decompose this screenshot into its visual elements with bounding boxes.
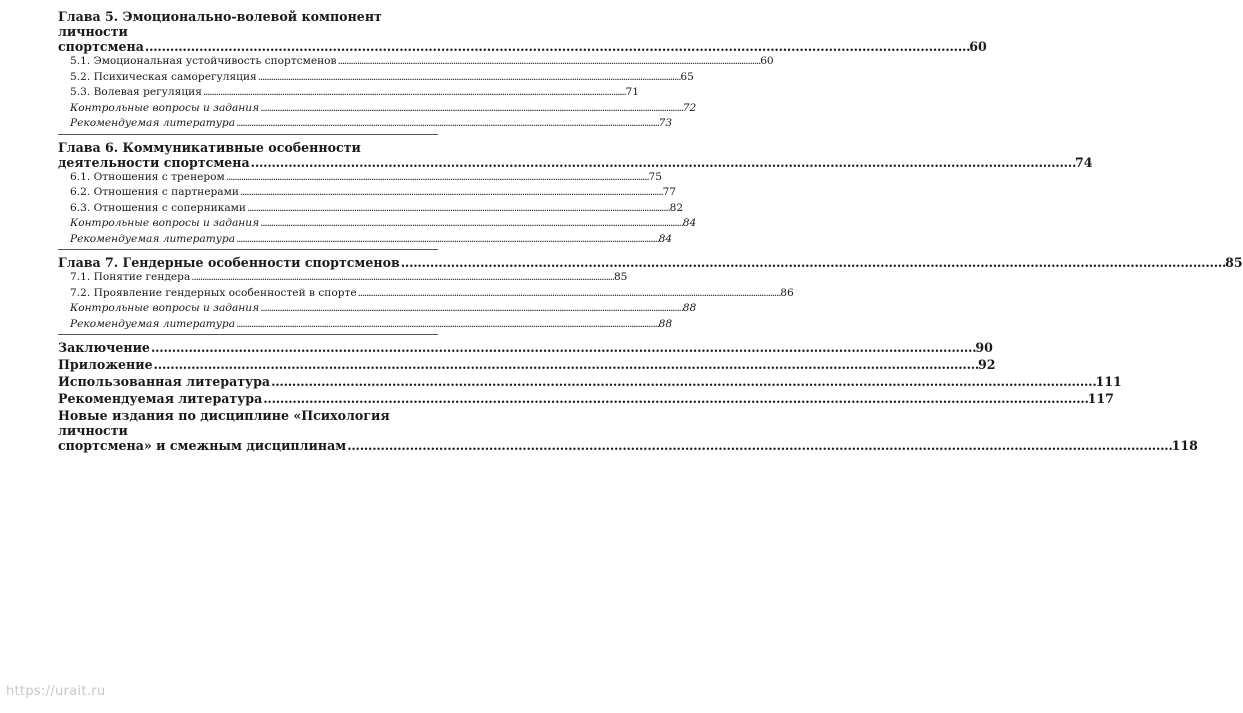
dot-leader bbox=[191, 270, 613, 286]
entry-label: Рекомендуемая литература bbox=[70, 317, 236, 330]
toc-entry[interactable] bbox=[58, 317, 673, 333]
toc-entry[interactable] bbox=[58, 70, 694, 86]
entry-label: 6.1. Отношения с тренером bbox=[70, 170, 225, 183]
toc-entry[interactable] bbox=[58, 170, 662, 186]
toc-entry[interactable] bbox=[58, 85, 640, 101]
page-number: 73 bbox=[658, 117, 673, 129]
toc-section-final[interactable] bbox=[58, 408, 1198, 453]
entry-label: 7.2. Проявление гендерных особенностей в спорте bbox=[70, 286, 357, 299]
dot-leader bbox=[154, 357, 977, 372]
page-number: 82 bbox=[669, 201, 684, 214]
entry-label: 6.3. Отношения с соперниками bbox=[70, 201, 246, 214]
page-number: 75 bbox=[648, 170, 662, 183]
page-number: 85 bbox=[613, 271, 628, 283]
toc-entry[interactable] bbox=[58, 301, 697, 317]
dot-leader bbox=[260, 301, 682, 317]
page-number: 86 bbox=[780, 286, 794, 299]
entry-label: Рекомендуемая литература bbox=[70, 117, 236, 129]
toc-section[interactable] bbox=[58, 357, 996, 372]
page-number: 92 bbox=[978, 357, 996, 372]
entry-label: 5.1. Эмоциональная устойчивость спортсменов bbox=[70, 55, 337, 67]
section-label: Использованная литература bbox=[58, 374, 271, 389]
section-label-line: Новые издания по дисциплине «Психология личности bbox=[58, 408, 390, 438]
toc-entry[interactable] bbox=[58, 286, 794, 302]
watermark-url: https://urait.ru bbox=[6, 684, 106, 699]
dot-leader bbox=[145, 39, 968, 54]
toc-chapter-7 bbox=[58, 255, 1243, 335]
dot-leader bbox=[247, 201, 669, 217]
section-label-row bbox=[58, 438, 1198, 453]
page-number: 88 bbox=[682, 302, 697, 314]
page-number: 74 bbox=[1075, 154, 1093, 170]
chapter-title-line: Глава 5. Эмоционально-волевой компонент личности bbox=[58, 9, 382, 39]
entry-label: Контрольные вопросы и задания bbox=[70, 101, 260, 114]
entry-label: 5.2. Психическая саморегуляция bbox=[70, 70, 257, 83]
chapter-title-row[interactable] bbox=[58, 39, 987, 54]
page-number: 111 bbox=[1095, 374, 1122, 389]
page-number: 60 bbox=[760, 55, 774, 67]
entry-label: 5.3. Волевая регуляция bbox=[70, 86, 202, 98]
page-number: 84 bbox=[658, 232, 673, 245]
dot-leader bbox=[236, 317, 658, 333]
chapter-title-line: спортсмена bbox=[58, 39, 144, 54]
chapter-title-row[interactable] bbox=[58, 255, 1243, 270]
entry-label: 7.1. Понятие гендера bbox=[70, 271, 191, 283]
dot-leader bbox=[358, 286, 780, 302]
section-label: Приложение bbox=[58, 357, 153, 372]
entry-label: 6.2. Отношения с партнерами bbox=[70, 186, 239, 198]
dot-leader bbox=[151, 340, 974, 355]
toc-entry[interactable] bbox=[58, 216, 697, 232]
page-number: 118 bbox=[1171, 438, 1198, 453]
page-number: 77 bbox=[662, 186, 677, 198]
section-label-line: спортсмена» и смежным дисциплинам bbox=[58, 438, 347, 453]
dot-leader bbox=[236, 116, 658, 132]
page-number: 72 bbox=[682, 101, 697, 114]
page-number: 90 bbox=[975, 340, 993, 355]
section-label: Заключение bbox=[58, 340, 150, 355]
toc-entry[interactable] bbox=[58, 201, 684, 217]
entry-label: Рекомендуемая литература bbox=[70, 232, 236, 245]
chapter-title-line: деятельности спортсмена bbox=[58, 154, 250, 170]
entry-label: Контрольные вопросы и задания bbox=[70, 302, 260, 314]
toc-entry[interactable] bbox=[58, 116, 673, 132]
toc-entry[interactable] bbox=[58, 185, 677, 201]
dot-leader bbox=[203, 85, 625, 101]
dot-leader bbox=[260, 216, 682, 232]
chapter-title-line: Глава 7. Гендерные особенности спортсменов bbox=[58, 255, 400, 270]
dot-leader bbox=[258, 70, 680, 86]
toc-chapter-5 bbox=[58, 9, 987, 135]
table-of-contents bbox=[58, 9, 1243, 454]
page-number: 65 bbox=[680, 70, 694, 83]
chapter-title-row[interactable] bbox=[58, 154, 1093, 170]
dot-leader bbox=[338, 54, 760, 70]
dot-leader bbox=[226, 170, 648, 186]
toc-chapter-6 bbox=[58, 139, 1093, 251]
page-number: 71 bbox=[625, 86, 640, 98]
page-number: 117 bbox=[1087, 391, 1114, 406]
toc-entry[interactable] bbox=[58, 54, 774, 70]
dot-leader bbox=[401, 255, 1224, 270]
dot-leader bbox=[251, 155, 1074, 170]
page-number: 88 bbox=[658, 317, 673, 330]
page-number: 60 bbox=[969, 39, 987, 54]
toc-entry[interactable] bbox=[58, 101, 697, 117]
toc-entry[interactable] bbox=[58, 270, 628, 286]
dot-leader bbox=[240, 185, 662, 201]
toc-section[interactable] bbox=[58, 340, 993, 355]
page-number: 84 bbox=[682, 217, 697, 229]
dot-leader bbox=[263, 391, 1086, 406]
toc-section[interactable] bbox=[58, 374, 1122, 389]
toc-section[interactable] bbox=[58, 391, 1114, 406]
dot-leader bbox=[347, 438, 1170, 453]
dot-leader bbox=[236, 232, 658, 248]
dot-leader bbox=[271, 374, 1094, 389]
section-label: Рекомендуемая литература bbox=[58, 391, 263, 406]
entry-label: Контрольные вопросы и задания bbox=[70, 217, 260, 229]
toc-entry[interactable] bbox=[58, 232, 673, 248]
chapter-title-line: Глава 6. Коммуникативные особенности bbox=[58, 139, 361, 155]
page-number: 85 bbox=[1225, 255, 1243, 270]
dot-leader bbox=[260, 101, 682, 117]
